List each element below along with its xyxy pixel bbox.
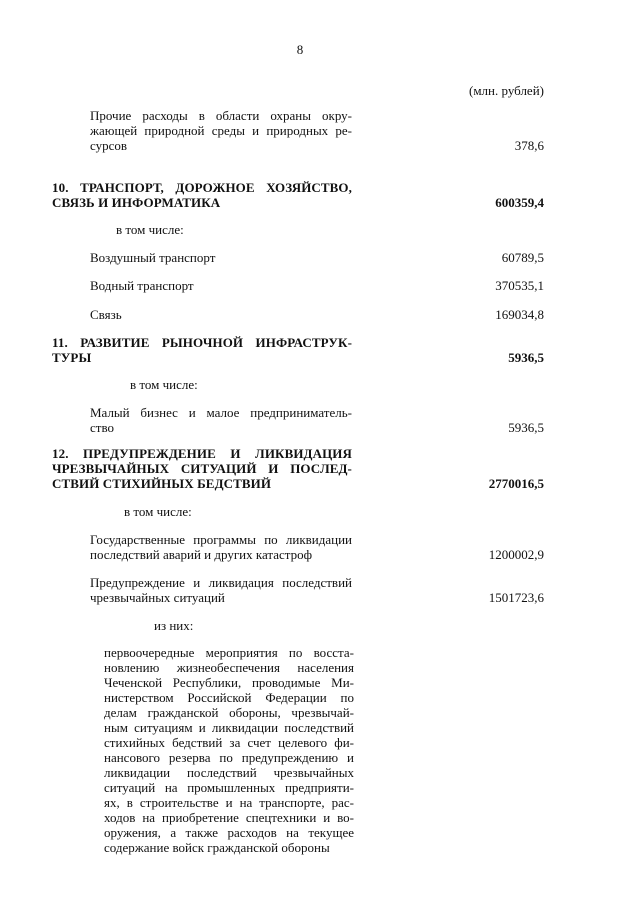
label-line: последствий аварий и других катастроф [90,547,313,562]
paragraph-line: новлению жизнеобеспечения населения [104,660,354,675]
heading-line: 11. РАЗВИТИЕ РЫНОЧНОЙ ИНФРАСТРУК- [52,335,352,350]
heading-line: СТВИЙ СТИХИЙНЫХ БЕДСТВИЙ [52,476,272,491]
paragraph-line: ях, в строительстве и на транспорте, рас- [104,795,354,810]
paragraph-line: содержание войск гражданской обороны [104,840,330,855]
label-line: Прочие расходы в области охраны окру- [90,108,352,123]
heading-line: СВЯЗЬ И ИНФОРМАТИКА [52,195,221,210]
paragraph-line: делам гражданской обороны, чрезвычай- [104,705,354,720]
including-label: в том числе: [124,504,192,519]
heading-line: 10. ТРАНСПОРТ, ДОРОЖНОЕ ХОЗЯЙСТВО, [52,180,352,195]
row-small-business-label [90,405,352,435]
paragraph-line: нистерством Российской Федерации по [104,690,354,705]
label-line: ство [90,420,115,435]
including-label: в том числе: [116,222,184,237]
priority-measures-paragraph [104,645,354,855]
row-water-transport-value: 370535,1 [495,278,544,293]
row-communications-value: 169034,8 [495,307,544,322]
row-water-transport-label: Водный транспорт [90,278,194,293]
including-label: в том числе: [130,377,198,392]
paragraph-line: первоочередные мероприятия по восста- [104,645,354,660]
section-12-heading [52,446,352,491]
row-state-programs-label [90,532,352,562]
label-line: жающей природной среды и природных ре- [90,123,352,138]
section-10-heading [52,180,352,210]
paragraph-line: оружения, а также расходов на текущее [104,825,354,840]
paragraph-line: ным ситуациям и ликвидации последствий [104,720,354,735]
row-emergency-prevention-label [90,575,352,605]
row-other-expenses-value: 378,6 [514,138,544,153]
label-line: сурсов [90,138,128,153]
label-line: Государственные программы по ликвидации [90,532,352,547]
row-other-expenses-label [90,108,352,153]
row-air-transport-value: 60789,5 [501,250,544,265]
row-state-programs-value: 1200002,9 [488,547,544,562]
label-line: Предупреждение и ликвидация последствий [90,575,352,590]
section-11-heading [52,335,352,365]
row-communications-label: Связь [90,307,122,322]
paragraph-line: ситуаций на промышленных предприяти- [104,780,354,795]
label-line: чрезвычайных ситуаций [90,590,225,605]
paragraph-line: ликвидации последствий чрезвычайных [104,765,354,780]
paragraph-line: Чеченской Республики, проводимые Ми- [104,675,354,690]
section-12-value: 2770016,5 [488,476,544,491]
row-air-transport-label: Воздушный транспорт [90,250,216,265]
heading-line: ТУРЫ [52,350,92,365]
page-number: 8 [296,42,304,57]
row-small-business-value: 5936,5 [508,420,544,435]
heading-line: ЧРЕЗВЫЧАЙНЫХ СИТУАЦИЙ И ПОСЛЕД- [52,461,352,476]
paragraph-line: ходов на приобретение спецтехники и во- [104,810,354,825]
units-label: (млн. рублей) [469,83,544,98]
label-line: Малый бизнес и малое предприниматель- [90,405,352,420]
row-emergency-prevention-value: 1501723,6 [488,590,544,605]
heading-line: 12. ПРЕДУПРЕЖДЕНИЕ И ЛИКВИДАЦИЯ [52,446,352,461]
of-which-label: из них: [154,618,194,633]
section-10-value: 600359,4 [495,195,544,210]
paragraph-line: нансового резерва по предупреждению и [104,750,354,765]
paragraph-line: стихийных бедствий за счет целевого фи- [104,735,354,750]
section-11-value: 5936,5 [508,350,544,365]
